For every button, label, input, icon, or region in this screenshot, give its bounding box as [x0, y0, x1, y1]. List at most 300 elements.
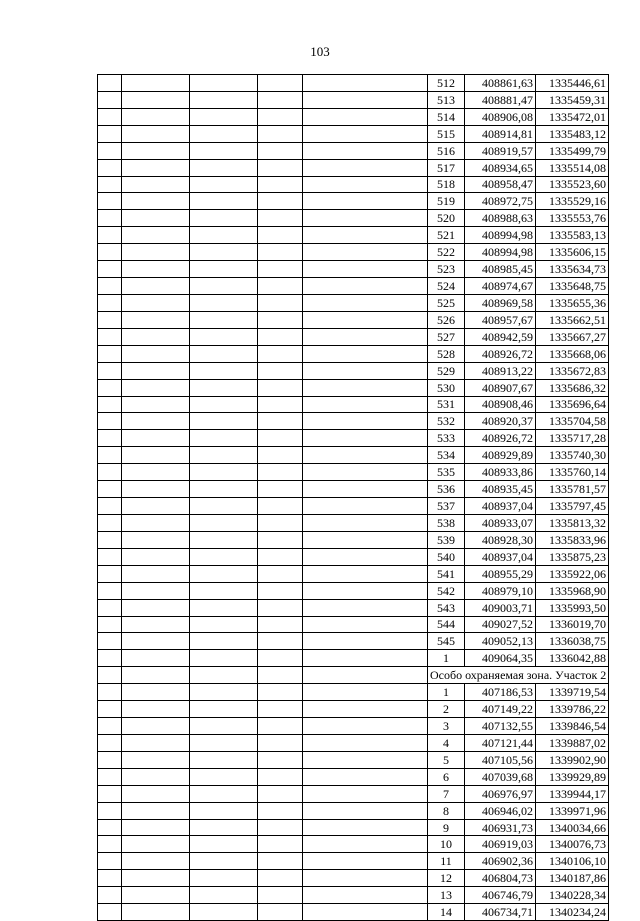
empty-cell [190, 430, 258, 447]
empty-cell [258, 193, 303, 210]
y-coordinate: 1340187,86 [536, 870, 609, 887]
empty-cell [190, 768, 258, 785]
empty-cell [190, 210, 258, 227]
y-coordinate: 1339887,02 [536, 734, 609, 751]
empty-cell [98, 108, 122, 125]
empty-cell [122, 768, 190, 785]
x-coordinate: 409064,35 [465, 650, 536, 667]
empty-cell [303, 328, 428, 345]
point-number: 14 [428, 904, 465, 921]
empty-cell [98, 785, 122, 802]
empty-cell [190, 261, 258, 278]
x-coordinate: 408957,67 [465, 311, 536, 328]
table-row [98, 904, 609, 921]
point-number: 517 [428, 159, 465, 176]
x-coordinate: 408994,98 [465, 244, 536, 261]
point-number: 533 [428, 430, 465, 447]
point-number: 543 [428, 599, 465, 616]
y-coordinate: 1340234,24 [536, 904, 609, 921]
empty-cell [98, 887, 122, 904]
empty-cell [122, 91, 190, 108]
point-number: 534 [428, 447, 465, 464]
point-number: 531 [428, 396, 465, 413]
empty-cell [98, 565, 122, 582]
y-coordinate: 1335672,83 [536, 362, 609, 379]
empty-cell [258, 734, 303, 751]
empty-cell [258, 904, 303, 921]
empty-cell [98, 650, 122, 667]
table-row [98, 193, 609, 210]
empty-cell [258, 278, 303, 295]
empty-cell [258, 819, 303, 836]
empty-cell [122, 531, 190, 548]
y-coordinate: 1339971,96 [536, 802, 609, 819]
table-row [98, 227, 609, 244]
point-number: 523 [428, 261, 465, 278]
point-number: 2 [428, 701, 465, 718]
empty-cell [303, 718, 428, 735]
y-coordinate: 1335968,90 [536, 582, 609, 599]
y-coordinate: 1339719,54 [536, 684, 609, 701]
empty-cell [190, 853, 258, 870]
empty-cell [258, 684, 303, 701]
table-row [98, 379, 609, 396]
table-row [98, 565, 609, 582]
empty-cell [98, 142, 122, 159]
empty-cell [258, 91, 303, 108]
empty-cell [122, 176, 190, 193]
empty-cell [258, 565, 303, 582]
point-number: 10 [428, 836, 465, 853]
empty-cell [122, 870, 190, 887]
point-number: 540 [428, 548, 465, 565]
empty-cell [122, 261, 190, 278]
point-number: 519 [428, 193, 465, 210]
empty-cell [303, 582, 428, 599]
empty-cell [122, 599, 190, 616]
empty-cell [303, 142, 428, 159]
x-coordinate: 408913,22 [465, 362, 536, 379]
point-number: 538 [428, 514, 465, 531]
x-coordinate: 407149,22 [465, 701, 536, 718]
empty-cell [303, 819, 428, 836]
y-coordinate: 1335583,13 [536, 227, 609, 244]
y-coordinate: 1335797,45 [536, 498, 609, 515]
x-coordinate: 408988,63 [465, 210, 536, 227]
empty-cell [258, 531, 303, 548]
point-number: 12 [428, 870, 465, 887]
y-coordinate: 1335662,51 [536, 311, 609, 328]
empty-cell [122, 701, 190, 718]
point-number: 8 [428, 802, 465, 819]
empty-cell [98, 396, 122, 413]
empty-cell [190, 650, 258, 667]
point-number: 532 [428, 413, 465, 430]
y-coordinate: 1339902,90 [536, 751, 609, 768]
table-row [98, 294, 609, 311]
empty-cell [98, 362, 122, 379]
section-row [98, 667, 609, 684]
x-coordinate: 408920,37 [465, 413, 536, 430]
point-number: 520 [428, 210, 465, 227]
empty-cell [258, 413, 303, 430]
point-number: 5 [428, 751, 465, 768]
x-coordinate: 408985,45 [465, 261, 536, 278]
empty-cell [98, 481, 122, 498]
x-coordinate: 408972,75 [465, 193, 536, 210]
table-row [98, 650, 609, 667]
x-coordinate: 406946,02 [465, 802, 536, 819]
empty-cell [190, 278, 258, 295]
point-number: 536 [428, 481, 465, 498]
table-row [98, 413, 609, 430]
empty-cell [98, 734, 122, 751]
table-row [98, 91, 609, 108]
table-row [98, 582, 609, 599]
table-row [98, 345, 609, 362]
empty-cell [122, 278, 190, 295]
empty-cell [122, 616, 190, 633]
x-coordinate: 407105,56 [465, 751, 536, 768]
x-coordinate: 408969,58 [465, 294, 536, 311]
empty-cell [190, 667, 258, 684]
y-coordinate: 1335514,08 [536, 159, 609, 176]
empty-cell [303, 904, 428, 921]
empty-cell [303, 159, 428, 176]
empty-cell [258, 633, 303, 650]
point-number: 512 [428, 75, 465, 92]
table-row [98, 599, 609, 616]
y-coordinate: 1336042,88 [536, 650, 609, 667]
x-coordinate: 406902,36 [465, 853, 536, 870]
empty-cell [258, 802, 303, 819]
point-number: 515 [428, 125, 465, 142]
empty-cell [122, 802, 190, 819]
table-row [98, 616, 609, 633]
empty-cell [258, 481, 303, 498]
empty-cell [303, 599, 428, 616]
empty-cell [98, 413, 122, 430]
empty-cell [98, 582, 122, 599]
point-number: 514 [428, 108, 465, 125]
x-coordinate: 408906,08 [465, 108, 536, 125]
table-row [98, 311, 609, 328]
table-row [98, 531, 609, 548]
empty-cell [190, 684, 258, 701]
empty-cell [190, 904, 258, 921]
empty-cell [190, 718, 258, 735]
x-coordinate: 407039,68 [465, 768, 536, 785]
table-row [98, 498, 609, 515]
point-number: 524 [428, 278, 465, 295]
empty-cell [122, 447, 190, 464]
point-number: 1 [428, 650, 465, 667]
empty-cell [258, 261, 303, 278]
x-coordinate: 409003,71 [465, 599, 536, 616]
empty-cell [122, 481, 190, 498]
y-coordinate: 1335529,16 [536, 193, 609, 210]
y-coordinate: 1335922,06 [536, 565, 609, 582]
empty-cell [98, 311, 122, 328]
empty-cell [122, 718, 190, 735]
y-coordinate: 1335553,76 [536, 210, 609, 227]
empty-cell [122, 565, 190, 582]
empty-cell [122, 227, 190, 244]
empty-cell [303, 565, 428, 582]
empty-cell [122, 396, 190, 413]
empty-cell [190, 311, 258, 328]
table-row [98, 548, 609, 565]
empty-cell [303, 887, 428, 904]
empty-cell [98, 430, 122, 447]
empty-cell [258, 294, 303, 311]
point-number: 527 [428, 328, 465, 345]
empty-cell [303, 616, 428, 633]
x-coordinate: 408979,10 [465, 582, 536, 599]
empty-cell [258, 751, 303, 768]
empty-cell [190, 447, 258, 464]
table-row [98, 514, 609, 531]
x-coordinate: 408934,65 [465, 159, 536, 176]
point-number: 4 [428, 734, 465, 751]
empty-cell [303, 413, 428, 430]
empty-cell [303, 210, 428, 227]
coordinates-table [97, 74, 609, 921]
empty-cell [190, 125, 258, 142]
empty-cell [190, 481, 258, 498]
y-coordinate: 1339929,89 [536, 768, 609, 785]
x-coordinate: 408933,86 [465, 464, 536, 481]
y-coordinate: 1339846,54 [536, 718, 609, 735]
empty-cell [98, 345, 122, 362]
empty-cell [122, 785, 190, 802]
table-row [98, 701, 609, 718]
empty-cell [190, 548, 258, 565]
empty-cell [122, 514, 190, 531]
x-coordinate: 406804,73 [465, 870, 536, 887]
empty-cell [122, 75, 190, 92]
empty-cell [303, 531, 428, 548]
empty-cell [98, 210, 122, 227]
empty-cell [122, 548, 190, 565]
section-title: Особо охраняемая зона. Участок 2 [428, 667, 609, 684]
empty-cell [122, 328, 190, 345]
empty-cell [98, 176, 122, 193]
empty-cell [122, 887, 190, 904]
point-number: 11 [428, 853, 465, 870]
empty-cell [190, 193, 258, 210]
point-number: 535 [428, 464, 465, 481]
table-row [98, 853, 609, 870]
empty-cell [303, 396, 428, 413]
empty-cell [122, 244, 190, 261]
empty-cell [98, 261, 122, 278]
empty-cell [190, 701, 258, 718]
point-number: 537 [428, 498, 465, 515]
point-number: 518 [428, 176, 465, 193]
empty-cell [98, 718, 122, 735]
empty-cell [122, 379, 190, 396]
empty-cell [122, 362, 190, 379]
empty-cell [190, 294, 258, 311]
x-coordinate: 408933,07 [465, 514, 536, 531]
coordinates-table-body [98, 75, 609, 921]
y-coordinate: 1335696,64 [536, 396, 609, 413]
empty-cell [190, 819, 258, 836]
table-row [98, 362, 609, 379]
empty-cell [303, 379, 428, 396]
empty-cell [303, 768, 428, 785]
empty-cell [190, 176, 258, 193]
empty-cell [98, 159, 122, 176]
empty-cell [303, 244, 428, 261]
y-coordinate: 1340076,73 [536, 836, 609, 853]
empty-cell [122, 667, 190, 684]
x-coordinate: 406734,71 [465, 904, 536, 921]
empty-cell [190, 633, 258, 650]
x-coordinate: 408935,45 [465, 481, 536, 498]
x-coordinate: 408908,46 [465, 396, 536, 413]
y-coordinate: 1340106,10 [536, 853, 609, 870]
empty-cell [190, 142, 258, 159]
y-coordinate: 1335499,79 [536, 142, 609, 159]
empty-cell [258, 311, 303, 328]
empty-cell [258, 108, 303, 125]
empty-cell [98, 633, 122, 650]
empty-cell [303, 345, 428, 362]
point-number: 7 [428, 785, 465, 802]
table-row [98, 751, 609, 768]
empty-cell [98, 294, 122, 311]
table-row [98, 278, 609, 295]
point-number: 528 [428, 345, 465, 362]
empty-cell [303, 193, 428, 210]
empty-cell [303, 514, 428, 531]
empty-cell [190, 582, 258, 599]
empty-cell [258, 498, 303, 515]
y-coordinate: 1336019,70 [536, 616, 609, 633]
empty-cell [258, 362, 303, 379]
y-coordinate: 1335717,28 [536, 430, 609, 447]
empty-cell [122, 582, 190, 599]
empty-cell [190, 599, 258, 616]
y-coordinate: 1340034,66 [536, 819, 609, 836]
point-number: 542 [428, 582, 465, 599]
table-row [98, 481, 609, 498]
x-coordinate: 408974,67 [465, 278, 536, 295]
empty-cell [190, 108, 258, 125]
empty-cell [190, 802, 258, 819]
empty-cell [258, 548, 303, 565]
empty-cell [98, 836, 122, 853]
empty-cell [303, 734, 428, 751]
y-coordinate: 1339944,17 [536, 785, 609, 802]
empty-cell [122, 684, 190, 701]
table-row [98, 75, 609, 92]
empty-cell [258, 701, 303, 718]
empty-cell [98, 548, 122, 565]
empty-cell [98, 904, 122, 921]
empty-cell [122, 294, 190, 311]
empty-cell [303, 836, 428, 853]
empty-cell [122, 853, 190, 870]
point-number: 544 [428, 616, 465, 633]
empty-cell [98, 701, 122, 718]
empty-cell [98, 244, 122, 261]
table-row [98, 819, 609, 836]
y-coordinate: 1335813,32 [536, 514, 609, 531]
point-number: 6 [428, 768, 465, 785]
empty-cell [122, 193, 190, 210]
empty-cell [303, 362, 428, 379]
x-coordinate: 408914,81 [465, 125, 536, 142]
table-row [98, 447, 609, 464]
table-row [98, 210, 609, 227]
empty-cell [98, 278, 122, 295]
x-coordinate: 409027,52 [465, 616, 536, 633]
table-row [98, 125, 609, 142]
empty-cell [122, 734, 190, 751]
table-row [98, 464, 609, 481]
y-coordinate: 1335483,12 [536, 125, 609, 142]
point-number: 513 [428, 91, 465, 108]
empty-cell [122, 345, 190, 362]
empty-cell [303, 294, 428, 311]
empty-cell [122, 311, 190, 328]
empty-cell [258, 396, 303, 413]
empty-cell [303, 701, 428, 718]
table-row [98, 159, 609, 176]
empty-cell [98, 531, 122, 548]
table-row [98, 176, 609, 193]
empty-cell [303, 870, 428, 887]
y-coordinate: 1336038,75 [536, 633, 609, 650]
y-coordinate: 1335686,32 [536, 379, 609, 396]
table-row [98, 396, 609, 413]
empty-cell [258, 210, 303, 227]
table-row [98, 108, 609, 125]
y-coordinate: 1335875,23 [536, 548, 609, 565]
empty-cell [190, 836, 258, 853]
y-coordinate: 1335704,58 [536, 413, 609, 430]
x-coordinate: 408926,72 [465, 345, 536, 362]
empty-cell [190, 565, 258, 582]
point-number: 521 [428, 227, 465, 244]
empty-cell [122, 464, 190, 481]
empty-cell [190, 498, 258, 515]
empty-cell [303, 430, 428, 447]
empty-cell [98, 853, 122, 870]
empty-cell [258, 159, 303, 176]
empty-cell [258, 785, 303, 802]
empty-cell [98, 75, 122, 92]
x-coordinate: 408907,67 [465, 379, 536, 396]
empty-cell [98, 379, 122, 396]
empty-cell [122, 108, 190, 125]
x-coordinate: 407186,53 [465, 684, 536, 701]
y-coordinate: 1335781,57 [536, 481, 609, 498]
empty-cell [258, 836, 303, 853]
empty-cell [258, 244, 303, 261]
empty-cell [122, 904, 190, 921]
empty-cell [190, 616, 258, 633]
empty-cell [303, 91, 428, 108]
y-coordinate: 1335993,50 [536, 599, 609, 616]
table-row [98, 887, 609, 904]
empty-cell [98, 514, 122, 531]
empty-cell [258, 328, 303, 345]
empty-cell [122, 751, 190, 768]
